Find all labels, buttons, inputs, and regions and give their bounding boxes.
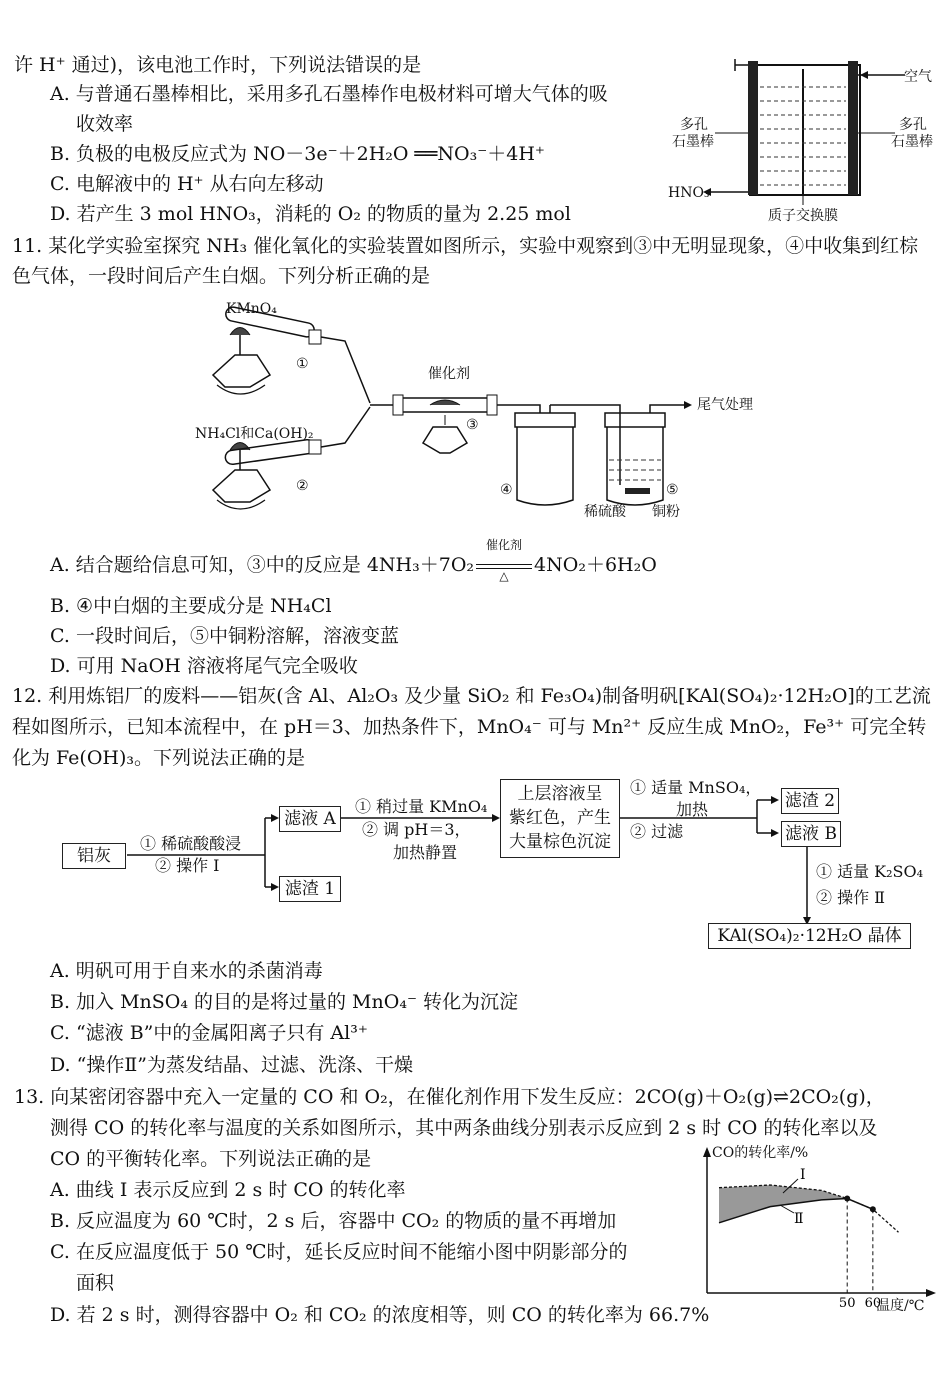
apparatus-4-label: ④ (500, 482, 513, 498)
dilute-acid-label: 稀硫酸 (584, 504, 626, 520)
step3-bottom-label: ② 过滤 (630, 822, 684, 841)
q12-option-d: D. “操作Ⅱ”为蒸发结晶、过滤、洗涤、干燥 (50, 1054, 413, 1076)
catalyst-label: 催化剂 (428, 366, 470, 382)
alum-crystal-box: KAl(SO₄)₂·12H₂O 晶体 (708, 923, 911, 949)
x-axis-arrow (926, 1289, 936, 1297)
chart-x-label: 温度/℃ (876, 1298, 925, 1314)
step2-bottom-label: 加热静置 (393, 843, 458, 862)
curve-ii-leader (780, 1205, 794, 1213)
q12-stem: 12. 利用炼铝厂的废料——铝灰(含 Al、Al₂O₃ 及少量 SiO₂ 和 Fe₃O₄)制备明矾[KAl(SO₄)₂·12H₂O]的工艺流程如图所示，已知本流程中，在 pH＝3、加热条件下，MnO₄⁻ 可与 Mn²⁺ 反应生成 MnO₂，Fe³⁺ 可完全转化为 Fe(OH)₃。下列说法正确的是 (12, 685, 931, 769)
tail-gas-label: 尾气处理 (697, 397, 753, 413)
right-electrode-label-2: 石墨棒 (891, 134, 933, 150)
x-tick-60: 60 (864, 1296, 882, 1311)
right-electrode-rod (848, 61, 858, 195)
apparatus-3-label: ③ (466, 417, 479, 433)
step1-bottom-label: ② 操作 Ⅰ (155, 856, 220, 875)
apparatus-2-label: ② (296, 478, 309, 494)
q11-option-b: B. ④中白烟的主要成分是 NH₄Cl (50, 595, 332, 617)
q10-option-d: D. 若产生 3 mol HNO₃，消耗的 O₂ 的物质的量为 2.25 mol (50, 203, 571, 225)
q10-intro-tail: 许 H⁺ 通过)，该电池工作时，下列说法错误的是 (14, 54, 422, 76)
hno3-outlet-label: HNO₃ (668, 185, 710, 201)
left-electrode-label-1: 多孔 (680, 117, 708, 133)
q11-option-d: D. 可用 NaOH 溶液将尾气完全吸收 (50, 655, 358, 677)
chart-y-label: CO的转化率/% (712, 1145, 809, 1161)
apparatus-1-label: ① (296, 356, 309, 372)
filtrate-a-box: 滤液 A (279, 806, 341, 832)
aluminum-ash-box: 铝灰 (62, 843, 126, 869)
q13-stem-line-2: 测得 CO 的转化率与温度的关系如图所示，其中两条曲线分别表示反应到 2 s 时 CO 的转化率以及 (50, 1117, 878, 1139)
curve-i-label: Ⅰ (800, 1167, 806, 1183)
step1-top-label: ① 稀硫酸酸浸 (140, 834, 242, 853)
air-label: 空气 (904, 69, 932, 85)
step4-top-label: ① 适量 K₂SO₄ (816, 862, 924, 881)
residue-2-box: 滤渣 2 (781, 788, 839, 814)
q13-option-c-cont: 面积 (76, 1272, 115, 1294)
step3-mid-label: 加热 (676, 800, 709, 819)
step3-top-label: ① 适量 MnSO₄， (630, 778, 762, 797)
right-electrode-label-1: 多孔 (899, 117, 927, 133)
q11-stem: 11. 某化学实验室探究 NH₃ 催化氧化的实验装置如图所示，实验中观察到③中无明显现象，④中收集到红棕色气体，一段时间后产生白烟。下列分析正确的是 (12, 235, 919, 287)
q11-option-a: A. 结合题给信息可知，③中的反应是 4NH₃＋7O₂ 催化剂 △ 4NO₂＋6H₂O (50, 538, 657, 583)
q13-stem-line-1: 13. 向某密闭容器中充入一定量的 CO 和 O₂，在催化剂作用下发生反应：2CO(g)＋O₂(g)⇌2CO₂(g)， (14, 1086, 885, 1108)
q13-option-d: D. 若 2 s 时，测得容器中 O₂ 和 CO₂ 的浓度相等，则 CO 的转化率为 66.7% (50, 1304, 710, 1326)
step2-mid-label: ② 调 pH＝3， (362, 820, 471, 839)
copper-powder-label: 铜粉 (652, 504, 680, 520)
reaction-condition-arrow: 催化剂 △ (474, 550, 534, 580)
residue-1-box: 滤渣 1 (279, 876, 341, 902)
q11-option-c: C. 一段时间后，⑤中铜粉溶解，溶液变蓝 (50, 625, 399, 647)
q13-stem-line-3: CO 的平衡转化率。下列说法正确的是 (50, 1148, 372, 1170)
curve-ii-label: Ⅱ (794, 1211, 804, 1227)
y-axis-arrow (703, 1147, 711, 1157)
q13-option-b: B. 反应温度为 60 ℃时，2 s 后，容器中 CO₂ 的物质的量不再增加 (50, 1210, 617, 1232)
observation-box: 上层溶液呈 紫红色，产生 大量棕色沉淀 (500, 779, 620, 858)
filtrate-b-box: 滤液 B (781, 821, 841, 847)
q10-option-a: A. 与普通石墨棒相比，采用多孔石墨棒作电极材料可增大气体的吸 (50, 83, 608, 105)
q13-option-a: A. 曲线 Ⅰ 表示反应到 2 s 时 CO 的转化率 (50, 1179, 406, 1201)
membrane-label: 质子交换膜 (768, 208, 838, 224)
q12-option-a: A. 明矾可用于自来水的杀菌消毒 (50, 960, 323, 982)
point-50 (844, 1196, 850, 1202)
step4-bottom-label: ② 操作 Ⅱ (816, 888, 886, 907)
q10-option-a-cont: 收效率 (76, 113, 134, 135)
q10-option-b: B. 负极的电极反应式为 NO－3e⁻＋2H₂O ══NO₃⁻＋4H⁺ (50, 143, 545, 165)
q13-option-c: C. 在反应温度低于 50 ℃时，延长反应时间不能缩小图中阴影部分的 (50, 1241, 628, 1263)
q10-option-c: C. 电解液中的 H⁺ 从右向左移动 (50, 173, 324, 195)
left-electrode-rod (748, 61, 758, 195)
kmno4-label: KMnO₄ (226, 301, 277, 317)
point-60 (870, 1206, 876, 1212)
q12-option-b: B. 加入 MnSO₄ 的目的是将过量的 MnO₄⁻ 转化为沉淀 (50, 991, 519, 1013)
left-electrode-label-2: 石墨棒 (672, 134, 714, 150)
nh4cl-label: NH₄Cl和Ca(OH)₂ (195, 426, 314, 442)
x-tick-50: 50 (838, 1296, 856, 1311)
step2-top-label: ① 稍过量 KMnO₄ (355, 797, 488, 816)
apparatus-5-label: ⑤ (666, 482, 679, 498)
q12-option-c: C. “滤液 B”中的金属阳离子只有 Al³⁺ (50, 1022, 368, 1044)
